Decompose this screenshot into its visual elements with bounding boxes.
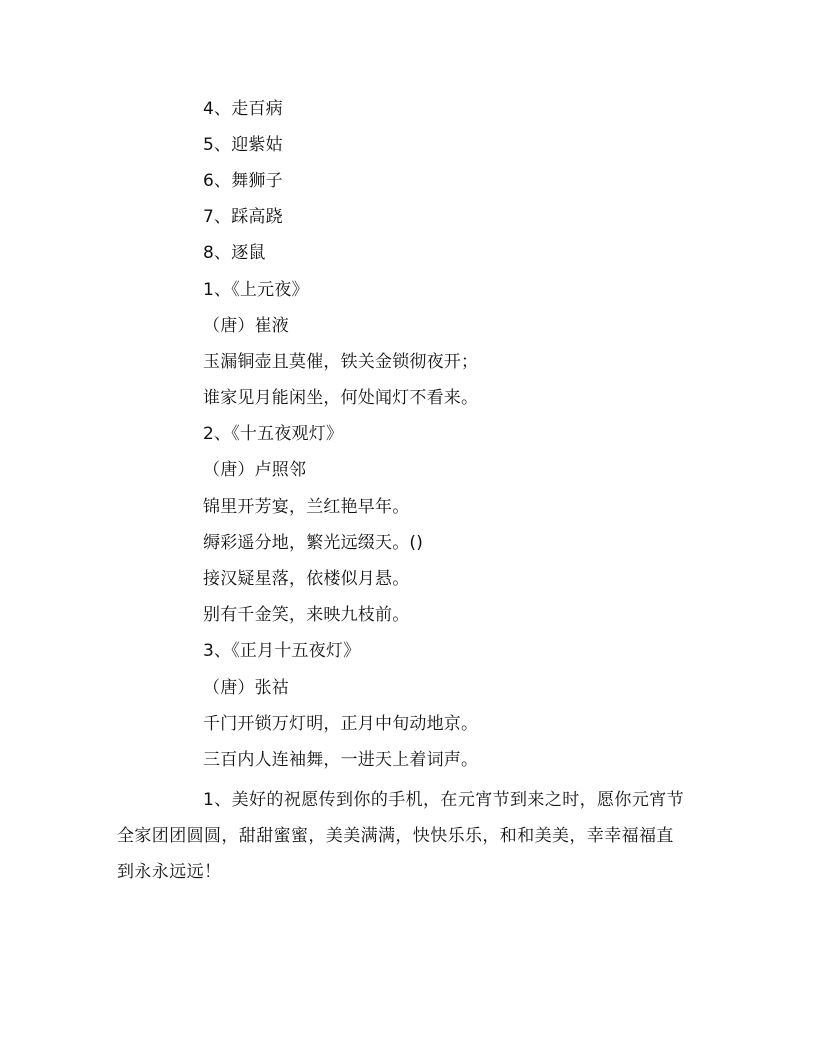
list-item-custom-4: 4、走百病 <box>203 99 283 119</box>
poem-1-title: 1、《上元夜》 <box>203 280 309 300</box>
poem-2-line-2: 缛彩遥分地，繁光远缀天。() <box>203 533 424 553</box>
poem-1-author: （唐）崔液 <box>203 316 289 336</box>
list-item-custom-7: 7、踩高跷 <box>203 207 283 227</box>
poem-2-line-3: 接汉疑星落，依楼似月悬。 <box>203 569 410 589</box>
blessing-paragraph: 1、美好的祝愿传到你的手机，在元宵节到来之时，愿你元宵节全家团团圆圆，甜甜蜜蜜，美美满满，快快乐乐，和和美美，幸幸福福直到永永远远！ <box>117 790 685 882</box>
poem-2-author: （唐）卢照邻 <box>203 460 307 480</box>
poem-1-line-2: 谁家见月能闲坐，何处闻灯不看来。 <box>203 388 479 408</box>
list-item-custom-8: 8、逐鼠 <box>203 243 266 263</box>
list-item-custom-6: 6、舞狮子 <box>203 171 283 191</box>
poem-2-line-1: 锦里开芳宴，兰红艳早年。 <box>203 497 410 517</box>
poem-3-author: （唐）张祜 <box>203 678 289 698</box>
poem-2-title: 2、《十五夜观灯》 <box>203 424 344 444</box>
poem-3-title: 3、《正月十五夜灯》 <box>203 641 361 661</box>
poem-1-line-1: 玉漏铜壶且莫催，铁关金锁彻夜开； <box>203 352 479 372</box>
poem-3-line-2: 三百内人连袖舞，一进天上着词声。 <box>203 750 479 770</box>
poem-3-line-1: 千门开锁万灯明，正月中旬动地京。 <box>203 714 479 734</box>
poem-2-line-4: 别有千金笑，来映九枝前。 <box>203 605 410 625</box>
list-item-custom-5: 5、迎紫姑 <box>203 135 283 155</box>
